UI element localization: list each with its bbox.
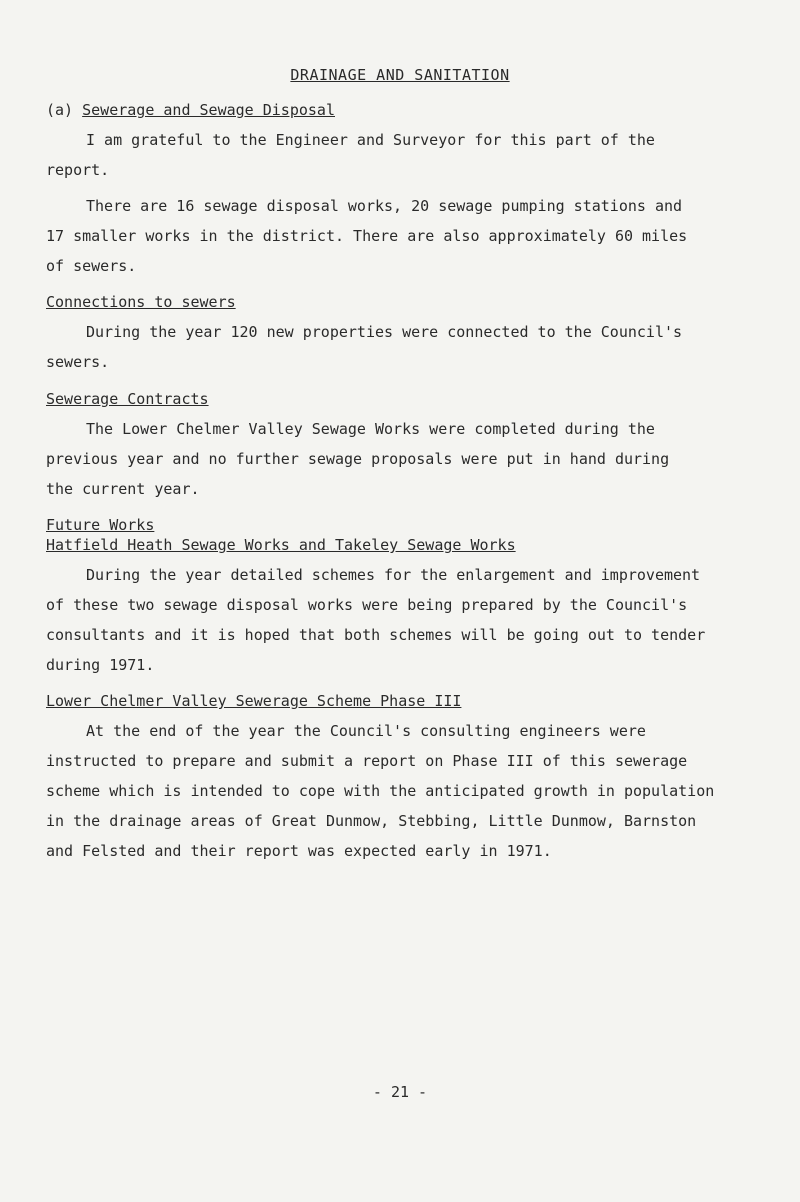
subsection-heading: Sewerage Contracts xyxy=(46,390,209,408)
section-heading: Sewerage and Sewage Disposal xyxy=(82,101,335,119)
body-line: At the end of the year the Council's consulting engineers were xyxy=(86,722,646,740)
body-line: The Lower Chelmer Valley Sewage Works were completed during the xyxy=(86,420,655,438)
page-title: DRAINAGE AND SANITATION xyxy=(290,66,510,84)
body-line: consultants and it is hoped that both schemes will be going out to tender xyxy=(46,626,706,644)
body-line: of these two sewage disposal works were being prepared by the Council's xyxy=(46,596,688,614)
subsection-heading: Future Works xyxy=(46,516,155,534)
section-a-heading-line xyxy=(46,101,335,119)
body-line: in the drainage areas of Great Dunmow, Stebbing, Little Dunmow, Barnston xyxy=(46,812,697,830)
subsection-heading: Lower Chelmer Valley Sewerage Scheme Phase III xyxy=(46,692,462,710)
body-line: report. xyxy=(46,161,110,179)
subsection-heading: Connections to sewers xyxy=(46,293,236,311)
subsection-subheading: Hatfield Heath Sewage Works and Takeley Sewage Works xyxy=(46,536,516,554)
section-marker: (a) xyxy=(46,101,74,119)
body-line: sewers. xyxy=(46,353,110,371)
body-line: scheme which is intended to cope with the anticipated growth in population xyxy=(46,782,715,800)
body-line: instructed to prepare and submit a report on Phase III of this sewerage xyxy=(46,752,688,770)
body-line: During the year detailed schemes for the enlargement and improvement xyxy=(86,566,701,584)
body-line: and Felsted and their report was expected early in 1971. xyxy=(46,842,552,860)
body-line: During the year 120 new properties were connected to the Council's xyxy=(86,323,683,341)
body-line: I am grateful to the Engineer and Surveyor for this part of the xyxy=(86,131,655,149)
body-line: of sewers. xyxy=(46,257,137,275)
body-line: previous year and no further sewage proposals were put in hand during xyxy=(46,450,670,468)
page-number: - 21 - xyxy=(372,1083,428,1101)
body-line: There are 16 sewage disposal works, 20 sewage pumping stations and xyxy=(86,197,683,215)
body-line: 17 smaller works in the district. There are also approximately 60 miles xyxy=(46,227,688,245)
body-line: during 1971. xyxy=(46,656,155,674)
body-line: the current year. xyxy=(46,480,200,498)
